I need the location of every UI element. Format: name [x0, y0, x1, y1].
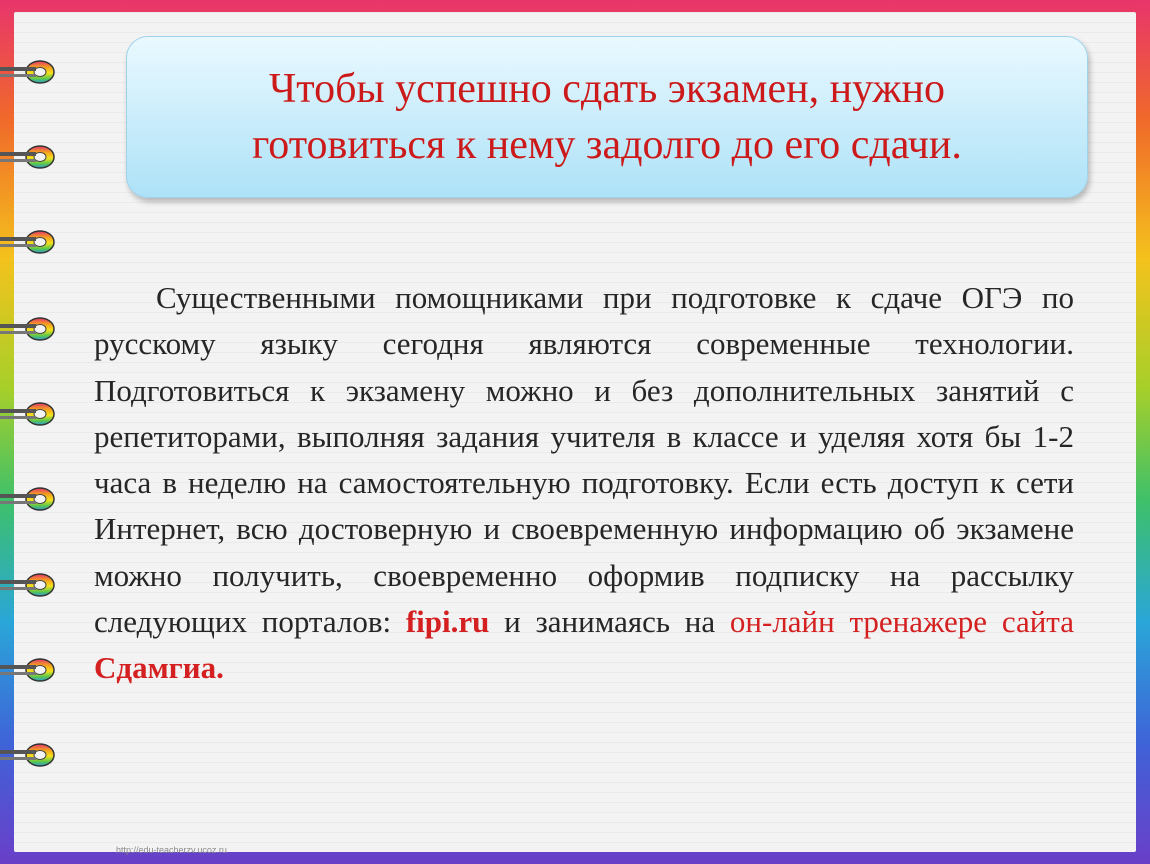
- heading-text: [167, 61, 1047, 173]
- heading-line-1: Чтобы успешно сдать экзамен, нужно: [268, 66, 946, 112]
- binding-ring-icon: [0, 482, 62, 516]
- paragraph-middle-text: и занимаясь на: [489, 604, 730, 640]
- fipi-link[interactable]: fipi.ru: [405, 604, 490, 640]
- binding-ring-icon: [0, 55, 62, 89]
- sdamgia-link[interactable]: Сдамгиа.: [94, 650, 224, 686]
- online-trainer-text: он-лайн тренажере сайта: [729, 604, 1074, 640]
- binding-ring-icon: [0, 397, 62, 431]
- paragraph-text: Существенными помощниками при подготовке к сдаче ОГЭ по русскому языку сегодня являются современные технологии. Подготовиться к экзамену можно и без дополнительных занятий с репетиторами, выполняя задания учителя в классе и уделяя хотя бы 1-2 часа в неделю на самостоятельную подготовку. Если есть доступ к сети Интернет, всю достоверную и своевременную информацию об экзамене можно получить, своевременно оформив подписку на рассылку следующих порталов:: [94, 280, 1074, 640]
- binding-ring-icon: [0, 738, 62, 772]
- binding-ring-icon: [0, 568, 62, 602]
- watermark-url: http://edu-teacherzv.ucoz.ru: [116, 845, 227, 855]
- main-paragraph: [94, 275, 1074, 692]
- binding-ring-icon: [0, 140, 62, 174]
- binding-ring-icon: [0, 653, 62, 687]
- heading-box: [126, 36, 1088, 198]
- binding-ring-icon: [0, 312, 62, 346]
- heading-line-2: готовиться к нему задолго до его сдачи.: [252, 122, 962, 168]
- binding-ring-icon: [0, 225, 62, 259]
